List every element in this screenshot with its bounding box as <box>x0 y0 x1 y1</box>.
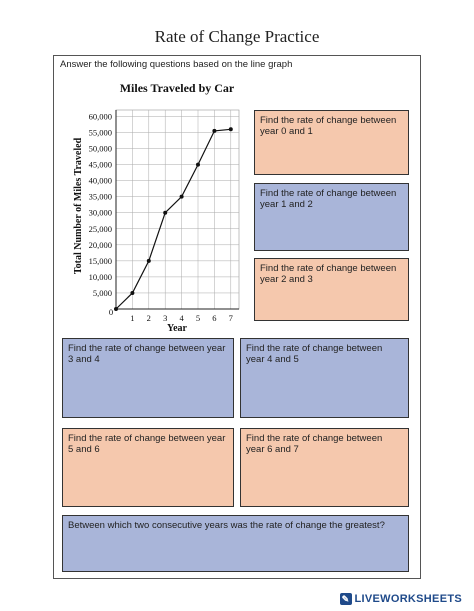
x-tick-label: 0 <box>108 307 114 317</box>
x-tick-label: 1 <box>130 313 135 323</box>
question-text: Find the rate of change between year 0 and 1 <box>260 115 397 138</box>
question-box-year-2-3[interactable] <box>254 258 409 321</box>
question-text: Find the rate of change between year 6 and 7 <box>246 433 383 456</box>
question-text: Find the rate of change between year 2 and 3 <box>260 263 397 286</box>
question-text: Find the rate of change between year 4 and 5 <box>246 343 383 366</box>
y-tick-label: 25,000 <box>88 223 112 234</box>
y-tick-label: 20,000 <box>88 239 112 250</box>
x-tick-label: 5 <box>195 313 201 323</box>
question-text: Find the rate of change between year 1 and 2 <box>260 188 397 211</box>
brand-logo-icon: ✎ <box>340 593 352 605</box>
question-text: Find the rate of change between year 5 and 6 <box>68 433 226 456</box>
y-tick-label: 15,000 <box>88 255 112 266</box>
question-box-year-6-7[interactable] <box>240 428 409 507</box>
footer-brand <box>340 593 463 605</box>
x-tick-label: 6 <box>212 313 217 323</box>
y-tick-label: 5,000 <box>92 287 112 298</box>
y-tick-label: 55,000 <box>88 127 112 138</box>
data-point <box>212 129 216 133</box>
question-box-year-4-5[interactable] <box>240 338 409 418</box>
x-axis-label: Year <box>167 323 187 334</box>
question-text: Between which two consecutive years was the rate of change the greatest? <box>68 520 385 531</box>
question-box-year-0-1[interactable] <box>254 110 409 175</box>
data-point <box>130 291 134 295</box>
question-box-greatest-rate[interactable] <box>62 515 409 572</box>
y-tick-label: 40,000 <box>88 175 112 186</box>
x-tick-label: 7 <box>228 313 233 323</box>
y-tick-label: 45,000 <box>88 159 112 170</box>
y-tick-label: 60,000 <box>88 111 112 122</box>
y-tick-label: 10,000 <box>88 271 112 282</box>
page-title: Rate of Change Practice <box>154 27 320 46</box>
instructions-text: Answer the following questions based on the line graph <box>60 59 293 70</box>
question-box-year-3-4[interactable] <box>62 338 234 418</box>
data-point <box>229 127 233 131</box>
line-chart <box>60 72 260 352</box>
plot-area <box>116 110 239 309</box>
y-tick-label: 50,000 <box>88 143 112 154</box>
question-text: Find the rate of change between year 3 and 4 <box>68 343 226 366</box>
question-box-year-5-6[interactable] <box>62 428 234 507</box>
x-tick-label: 3 <box>163 313 168 323</box>
question-box-year-1-2[interactable] <box>254 183 409 251</box>
data-point <box>163 211 167 215</box>
data-point <box>147 259 151 263</box>
x-tick-label: 2 <box>146 313 151 323</box>
brand-name: LIVEWORKSHEETS <box>354 593 462 605</box>
data-point <box>196 163 200 167</box>
y-axis-label: Total Number of Miles Traveled <box>73 137 84 275</box>
y-tick-label: 35,000 <box>88 191 112 202</box>
y-tick-label: 30,000 <box>88 207 112 218</box>
series-line <box>116 129 231 309</box>
chart-title: Miles Traveled by Car <box>119 81 235 95</box>
x-tick-label: 4 <box>179 313 184 323</box>
data-point <box>180 195 184 199</box>
data-point <box>114 307 118 311</box>
